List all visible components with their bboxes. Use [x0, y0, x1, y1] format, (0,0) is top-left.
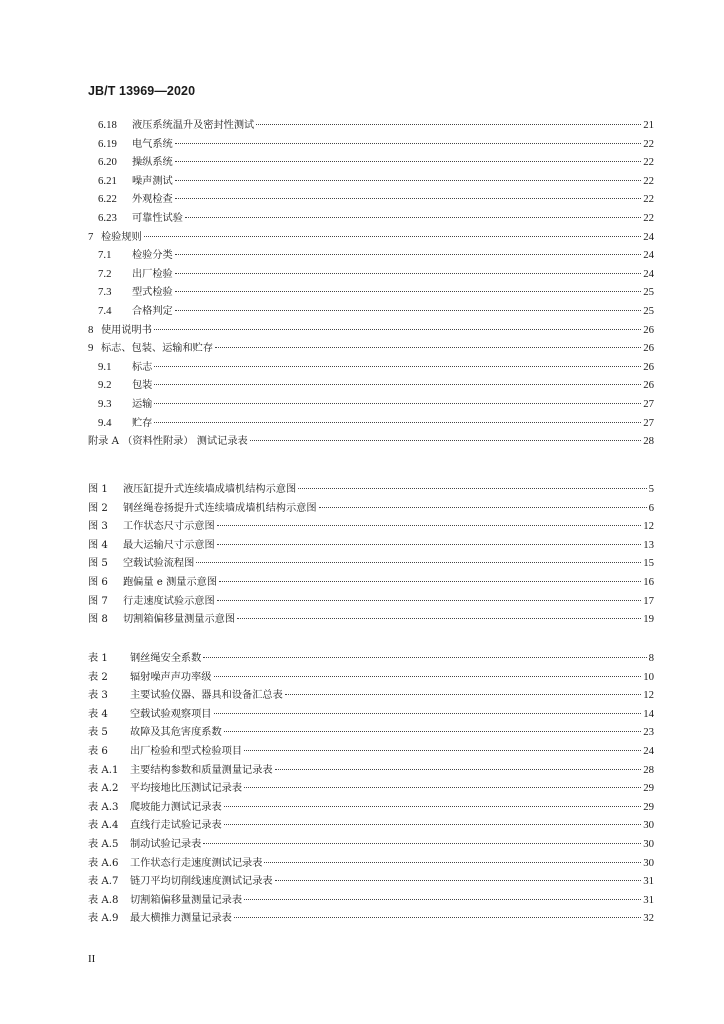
- toc-entry-title: 可靠性试验: [132, 212, 183, 224]
- toc-entry-number: 6.23: [98, 211, 117, 224]
- dot-leader: [196, 562, 641, 563]
- toc-entry-page: 27: [643, 397, 654, 410]
- toc-entry-page: 31: [643, 893, 654, 906]
- toc-tables-list: [88, 649, 654, 928]
- toc-entry-page: 10: [643, 670, 654, 683]
- toc-entry-number: 6.18: [98, 119, 117, 131]
- dot-leader: [175, 161, 641, 162]
- dot-leader: [250, 440, 642, 441]
- toc-entry-number: 9.3: [98, 397, 112, 410]
- toc-sections-list: [88, 116, 654, 451]
- toc-entry-page: 6: [648, 501, 654, 514]
- toc-entry-page: 21: [643, 119, 654, 131]
- dot-leader: [244, 899, 641, 900]
- toc-entry-number: 图 2: [88, 502, 108, 514]
- toc-entry-number: 图 1: [88, 484, 108, 495]
- toc-entry-title: 运输: [132, 398, 153, 410]
- toc-entry[interactable]: [88, 228, 654, 247]
- toc-entry-number: 表 6: [88, 745, 108, 757]
- toc-entry-title: 标志、包装、运输和贮存: [101, 343, 214, 355]
- dot-leader: [203, 843, 641, 844]
- toc-entry[interactable]: [88, 536, 654, 555]
- toc-entry-page: 12: [643, 689, 654, 702]
- dot-leader: [175, 198, 641, 199]
- toc-entry-number: 图 3: [88, 521, 108, 533]
- toc-entry-number: 表 A.9: [88, 913, 119, 925]
- toc-entry-number: 9: [88, 342, 94, 355]
- toc-entry-number: 表 2: [88, 671, 108, 683]
- toc-entry-title: 辐射噪声声功率级: [130, 671, 212, 683]
- toc-entry-page: 32: [643, 912, 654, 925]
- document-code-header: JB/T 13969—2020: [88, 84, 196, 98]
- toc-entry-page: 22: [643, 193, 654, 206]
- toc-entry-title: 最大横推力测量记录表: [130, 913, 232, 925]
- toc-entry-title: 链刀平均切削线速度测试记录表: [130, 876, 273, 888]
- toc-entry-page: 19: [643, 613, 654, 626]
- toc-entry-page: 28: [643, 435, 654, 448]
- toc-entry-title: 操纵系统: [132, 157, 173, 169]
- dot-leader: [214, 713, 642, 714]
- toc-entry-title: 工作状态行走速度测试记录表: [130, 857, 263, 869]
- toc-entry[interactable]: [88, 395, 654, 414]
- toc-entry-title: 出厂检验: [132, 268, 173, 280]
- toc-entry-page: 26: [643, 323, 654, 336]
- toc-entry-number: 6.20: [98, 156, 117, 169]
- toc-entry-title: 主要试验仪器、器具和设备汇总表: [130, 690, 283, 702]
- toc-entry-page: 29: [643, 800, 654, 813]
- toc-entry-title: 检验规则: [101, 231, 142, 243]
- toc-entry-title: 故障及其危害度系数: [130, 727, 222, 739]
- toc-entry-page: 22: [643, 174, 654, 187]
- toc-entry[interactable]: [88, 705, 654, 724]
- page-number-footer: II: [88, 953, 96, 965]
- toc-entry[interactable]: [88, 432, 654, 451]
- toc-entry-title: 标志: [132, 361, 153, 373]
- toc-entry[interactable]: [88, 610, 654, 629]
- toc-entry-page: 30: [643, 819, 654, 832]
- toc-entry-page: 31: [643, 875, 654, 888]
- toc-entry-number: 表 A.1: [88, 764, 119, 776]
- toc-entry[interactable]: [88, 909, 654, 928]
- toc-entry-number: 6.21: [98, 174, 117, 187]
- dot-leader: [217, 525, 642, 526]
- toc-entry-page: 23: [643, 726, 654, 739]
- toc-entry-number: 表 A.8: [88, 894, 119, 906]
- toc-entry-page: 24: [643, 249, 654, 262]
- toc-entry[interactable]: [88, 798, 654, 817]
- toc-entry-title: 检验分类: [132, 250, 173, 262]
- toc-entry-number: 表 A.3: [88, 801, 119, 813]
- dot-leader: [219, 581, 641, 582]
- toc-entry-page: 24: [643, 267, 654, 280]
- toc-entry[interactable]: [88, 265, 654, 284]
- toc-entry[interactable]: [88, 668, 654, 687]
- toc-entry-number: 表 1: [88, 653, 108, 664]
- toc-entry-number: 图 7: [88, 595, 108, 607]
- toc-entry-number: 7.1: [98, 249, 112, 262]
- toc-entry-title: 外观检查: [132, 194, 173, 206]
- toc-entry-title: 包装: [132, 380, 153, 392]
- toc-entry[interactable]: [88, 872, 654, 891]
- toc-entry[interactable]: [88, 742, 654, 761]
- toc-entry-page: 26: [643, 379, 654, 392]
- toc-entry-page: 26: [643, 342, 654, 355]
- toc-entry[interactable]: [88, 153, 654, 172]
- toc-entry[interactable]: [88, 891, 654, 910]
- toc-entry[interactable]: [88, 135, 654, 154]
- toc-entry[interactable]: [88, 321, 654, 340]
- toc-entry-title: 型式检验: [132, 287, 173, 299]
- dot-leader: [175, 254, 641, 255]
- toc-entry-page: 27: [643, 416, 654, 429]
- toc-entry-title: 贮存: [132, 417, 153, 429]
- toc-entry-number: 图 5: [88, 558, 108, 570]
- toc-entry[interactable]: [88, 592, 654, 611]
- toc-entry-number: 表 A.7: [88, 876, 119, 888]
- toc-entry-number: 6.19: [98, 137, 117, 150]
- dot-leader: [154, 366, 641, 367]
- dot-leader: [154, 422, 641, 423]
- toc-entry-page: 14: [643, 707, 654, 720]
- dot-leader: [175, 143, 641, 144]
- toc-entry-page: 25: [643, 286, 654, 299]
- toc-entry-page: 16: [643, 575, 654, 588]
- toc-entry-title: 使用说明书: [101, 324, 152, 336]
- toc-entry-number: 表 A.2: [88, 783, 119, 795]
- toc-entry-number: 9.4: [98, 416, 112, 429]
- toc-entry[interactable]: [88, 649, 654, 668]
- toc-entry[interactable]: [88, 854, 654, 873]
- toc-entry-page: 22: [643, 156, 654, 169]
- toc-entry[interactable]: [88, 573, 654, 592]
- dot-leader: [234, 917, 641, 918]
- toc-entry-page: 29: [643, 782, 654, 795]
- dot-leader: [319, 507, 647, 508]
- dot-leader: [244, 787, 641, 788]
- toc-entry-number: 图 8: [88, 614, 108, 626]
- toc-entry-number: 9.1: [98, 360, 112, 373]
- toc-entry-title: 出厂检验和型式检验项目: [130, 745, 243, 757]
- toc-entry-number: 6.22: [98, 193, 117, 206]
- toc-entry-number: 7.4: [98, 304, 112, 317]
- toc-entry[interactable]: [88, 172, 654, 191]
- toc-entry-page: 26: [643, 360, 654, 373]
- toc-entry-page: 25: [643, 304, 654, 317]
- toc-entry-title: 工作状态尺寸示意图: [123, 521, 215, 533]
- toc-entry[interactable]: [88, 517, 654, 536]
- dot-leader: [154, 403, 641, 404]
- toc-entry-number: 表 A.4: [88, 820, 119, 832]
- toc-entry-page: 30: [643, 856, 654, 869]
- toc-entry-title: 电气系统: [132, 138, 173, 150]
- toc-entry[interactable]: [88, 554, 654, 573]
- toc-entry-number: 表 5: [88, 727, 108, 739]
- toc-entry-page: 12: [643, 520, 654, 533]
- toc-entry-number: 表 3: [88, 690, 108, 702]
- dot-leader: [214, 676, 642, 677]
- dot-leader: [237, 618, 641, 619]
- dot-leader: [217, 544, 642, 545]
- toc-entry-page: 22: [643, 137, 654, 150]
- dot-leader: [185, 217, 641, 218]
- toc-entry-number: 7.2: [98, 267, 112, 280]
- dot-leader: [285, 694, 641, 695]
- toc-entry-title: 制动试验记录表: [130, 838, 202, 850]
- toc-entry-page: 22: [643, 211, 654, 224]
- dot-leader: [224, 731, 642, 732]
- toc-entry-page: 28: [643, 763, 654, 776]
- toc-entry-page: 17: [643, 594, 654, 607]
- toc-entry-title: 合格判定: [132, 305, 173, 317]
- toc-entry-title: 空载试验流程图: [123, 558, 195, 570]
- toc-entry-title: 平均接地比压测试记录表: [130, 783, 243, 795]
- toc-entry-number: 7.3: [98, 286, 112, 299]
- toc-entry-title: 钢丝绳安全系数: [130, 653, 202, 664]
- toc-entry-number: 图 6: [88, 576, 108, 588]
- dot-leader: [154, 384, 641, 385]
- dot-leader: [256, 124, 641, 125]
- toc-entry[interactable]: [88, 686, 654, 705]
- toc-entry-title: 液压系统温升及密封性测试: [132, 120, 255, 131]
- toc-entry-title: 切割箱偏移量测量示意图: [123, 614, 236, 626]
- toc-entry[interactable]: [88, 779, 654, 798]
- toc-entry[interactable]: [88, 283, 654, 302]
- toc-entry-number: 表 A.6: [88, 857, 119, 869]
- toc-entry-page: 24: [643, 744, 654, 757]
- toc-entry[interactable]: [88, 246, 654, 265]
- toc-entry-title: 附录 A （资料性附录） 测试记录表: [88, 436, 248, 448]
- toc-entry-title: 液压缸提升式连续墙成墙机结构示意图: [123, 484, 297, 495]
- toc-entry[interactable]: [88, 414, 654, 433]
- toc-entry-title: 跑偏量 e 测量示意图: [123, 576, 218, 588]
- dot-leader: [144, 236, 641, 237]
- toc-entry[interactable]: [88, 190, 654, 209]
- dot-leader: [264, 862, 641, 863]
- toc-entry[interactable]: [88, 499, 654, 518]
- dot-leader: [175, 310, 641, 311]
- toc-entry-title: 直线行走试验记录表: [130, 820, 222, 832]
- toc-entry-number: 7: [88, 230, 94, 243]
- toc-entry[interactable]: [88, 480, 654, 499]
- dot-leader: [224, 806, 642, 807]
- dot-leader: [298, 488, 646, 489]
- toc-entry[interactable]: [88, 835, 654, 854]
- dot-leader: [244, 750, 641, 751]
- toc-figures-list: [88, 480, 654, 629]
- toc-entry-number: 8: [88, 323, 94, 336]
- dot-leader: [215, 347, 641, 348]
- dot-leader: [154, 329, 641, 330]
- dot-leader: [175, 180, 641, 181]
- toc-entry-title: 主要结构参数和质量测量记录表: [130, 764, 273, 776]
- toc-entry[interactable]: [88, 816, 654, 835]
- toc-entry[interactable]: [88, 761, 654, 780]
- dot-leader: [217, 600, 642, 601]
- toc-entry-title: 空载试验观察项目: [130, 708, 212, 720]
- toc-entry[interactable]: [88, 723, 654, 742]
- toc-entry-number: 表 4: [88, 708, 108, 720]
- toc-entry-number: 图 4: [88, 539, 108, 551]
- toc-entry[interactable]: [88, 209, 654, 228]
- dot-leader: [203, 657, 646, 658]
- toc-entry-page: 8: [648, 652, 654, 664]
- dot-leader: [175, 291, 641, 292]
- toc-entry-page: 15: [643, 557, 654, 570]
- toc-entry[interactable]: [88, 339, 654, 358]
- dot-leader: [175, 273, 641, 274]
- toc-entry[interactable]: [88, 376, 654, 395]
- toc-entry-title: 切割箱偏移量测量记录表: [130, 894, 243, 906]
- toc-entry[interactable]: [88, 116, 654, 135]
- dot-leader: [275, 880, 642, 881]
- dot-leader: [224, 824, 642, 825]
- toc-entry-page: 5: [648, 483, 654, 495]
- dot-leader: [275, 769, 642, 770]
- toc-entry-title: 爬坡能力测试记录表: [130, 801, 222, 813]
- toc-entry[interactable]: [88, 302, 654, 321]
- toc-entry-page: 30: [643, 837, 654, 850]
- toc-entry-number: 表 A.5: [88, 838, 119, 850]
- toc-entry-number: 9.2: [98, 379, 112, 392]
- toc-entry-title: 钢丝绳卷扬提升式连续墙成墙机结构示意图: [123, 502, 317, 514]
- toc-entry-title: 最大运输尺寸示意图: [123, 539, 215, 551]
- toc-entry[interactable]: [88, 358, 654, 377]
- toc-entry-title: 行走速度试验示意图: [123, 595, 215, 607]
- toc-entry-page: 24: [643, 230, 654, 243]
- toc-entry-title: 噪声测试: [132, 175, 173, 187]
- toc-entry-page: 13: [643, 538, 654, 551]
